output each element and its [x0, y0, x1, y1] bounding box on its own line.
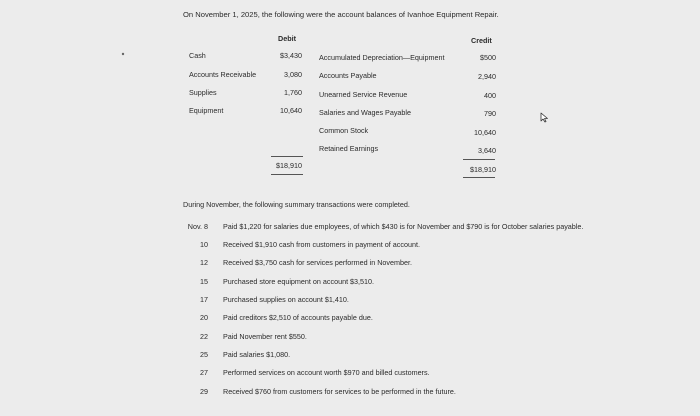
debit-account-amount: 10,640: [280, 106, 302, 115]
credit-account-amount: 400: [484, 91, 496, 100]
debit-total-double-rule: [271, 174, 303, 175]
transaction-date: 10: [200, 240, 208, 249]
credit-total-double-rule: [463, 177, 495, 178]
transaction-date: 17: [200, 295, 208, 304]
mouse-cursor-icon: [540, 112, 549, 123]
debit-total-rule: [271, 156, 303, 157]
credit-account-name: Salaries and Wages Payable: [319, 108, 412, 117]
transaction-text: Paid $1,220 for salaries due employees, of which $430 is for November and $790 is for October salaries payable.: [223, 222, 584, 231]
debit-account-amount: $3,430: [280, 51, 302, 60]
credit-account-name: Unearned Service Revenue: [319, 90, 408, 99]
credit-total-rule: [463, 159, 495, 160]
transactions-intro: During November, the following summary transactions were completed.: [183, 200, 410, 209]
transaction-text: Received $3,750 cash for services performed in November.: [223, 258, 412, 267]
debit-account-amount: 1,760: [284, 88, 302, 97]
dot-mark-icon: [121, 52, 125, 56]
credit-account-amount: 790: [484, 109, 496, 118]
transaction-text: Paid salaries $1,080.: [223, 350, 291, 359]
transaction-date: 20: [200, 313, 208, 322]
transaction-text: Purchased supplies on account $1,410.: [223, 295, 349, 304]
transaction-text: Received $1,910 cash from customers in payment of account.: [223, 240, 420, 249]
transaction-date: 15: [200, 277, 208, 286]
transaction-text: Purchased store equipment on account $3,510.: [223, 277, 375, 286]
debit-account-amount: 3,080: [284, 70, 302, 79]
transaction-date: 25: [200, 350, 208, 359]
page-heading: On November 1, 2025, the following were the account balances of Ivanhoe Equipment Repair.: [183, 10, 499, 19]
transaction-text: Paid creditors $2,510 of accounts payable due.: [223, 313, 373, 322]
debit-account-name: Supplies: [189, 88, 217, 97]
transaction-text: Received $760 from customers for services to be performed in the future.: [223, 387, 456, 396]
transaction-text: Paid November rent $550.: [223, 332, 307, 341]
transaction-date: 22: [200, 332, 208, 341]
debit-total: $18,910: [276, 161, 302, 170]
credit-account-amount: 10,640: [474, 128, 496, 137]
credit-account-amount: $500: [480, 53, 496, 62]
credit-total: $18,910: [470, 165, 496, 174]
debit-account-name: Equipment: [189, 106, 224, 115]
transaction-date: 29: [200, 387, 208, 396]
transaction-text: Performed services on account worth $970 and billed customers.: [223, 368, 430, 377]
credit-account-name: Common Stock: [319, 126, 369, 135]
credit-header: Credit: [471, 36, 492, 45]
debit-account-name: Cash: [189, 51, 206, 60]
credit-account-name: Accounts Payable: [319, 71, 377, 80]
debit-account-name: Accounts Receivable: [189, 70, 257, 79]
credit-account-amount: 2,940: [478, 72, 496, 81]
transaction-date: Nov. 8: [187, 222, 208, 231]
credit-account-name: Retained Earnings: [319, 144, 379, 153]
credit-account-name: Accumulated Depreciation—Equipment: [319, 53, 445, 62]
transaction-date: 12: [200, 258, 208, 267]
credit-account-amount: 3,640: [478, 146, 496, 155]
transaction-date: 27: [200, 368, 208, 377]
debit-header: Debit: [278, 34, 296, 43]
